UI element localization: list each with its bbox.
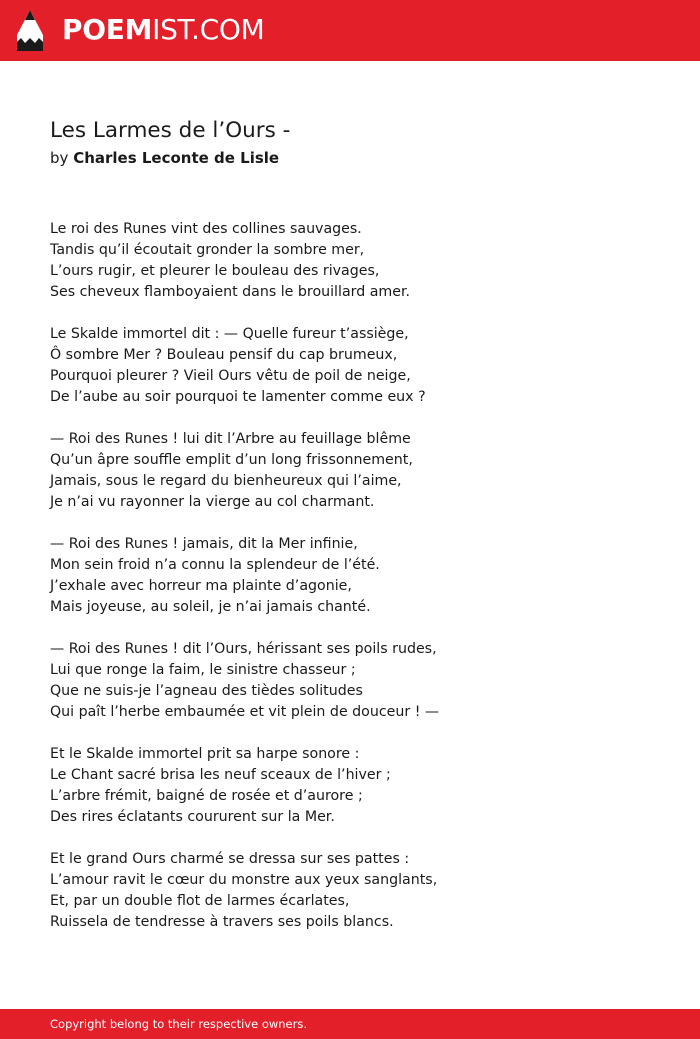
poem-line: — Roi des Runes ! jamais, dit la Mer infinie, bbox=[50, 536, 358, 552]
poem-line: J’exhale avec horreur ma plainte d’agonie, bbox=[50, 578, 352, 594]
poem-line: Le roi des Runes vint des collines sauvages. bbox=[50, 221, 362, 237]
poem-line: Lui que ronge la faim, le sinistre chasseur ; bbox=[50, 662, 356, 678]
stanza bbox=[50, 324, 650, 408]
stanza bbox=[50, 744, 650, 828]
author-name: Charles Leconte de Lisle bbox=[73, 149, 280, 167]
poem-line: — Roi des Runes ! dit l’Ours, hérissant ses poils rudes, bbox=[50, 641, 437, 657]
copyright-notice: Copyright belong to their respective owners. bbox=[50, 1017, 308, 1031]
poem-line: Mon sein froid n’a connu la splendeur de l’été. bbox=[50, 557, 380, 573]
brand-light: IST.COM bbox=[152, 13, 265, 46]
poem-line: Pourquoi pleurer ? Vieil Ours vêtu de poil de neige, bbox=[50, 368, 411, 384]
poem-line: Mais joyeuse, au soleil, je n’ai jamais chanté. bbox=[50, 599, 371, 615]
poem-line: Des rires éclatants coururent sur la Mer. bbox=[50, 809, 335, 825]
poem-line: Et, par un double flot de larmes écarlates, bbox=[50, 893, 350, 909]
poem-line: L’ours rugir, et pleurer le bouleau des rivages, bbox=[50, 263, 380, 279]
poem-line: De l’aube au soir pourquoi te lamenter comme eux ? bbox=[50, 389, 426, 405]
poem-line: Ruissela de tendresse à travers ses poils blancs. bbox=[50, 914, 394, 930]
stanza bbox=[50, 219, 650, 303]
poem-line: Le Chant sacré brisa les neuf sceaux de l’hiver ; bbox=[50, 767, 391, 783]
poem-line: Et le Skalde immortel prit sa harpe sonore : bbox=[50, 746, 360, 762]
by-label: by bbox=[50, 149, 69, 167]
poem-line: Et le grand Ours charmé se dressa sur ses pattes : bbox=[50, 851, 410, 867]
top-bar bbox=[0, 0, 700, 61]
poem-line: Qui paît l’herbe embaumée et vit plein de douceur ! — bbox=[50, 704, 440, 720]
poem-line: Ô sombre Mer ? Bouleau pensif du cap brumeux, bbox=[50, 347, 398, 363]
stanza bbox=[50, 534, 650, 618]
byline bbox=[50, 148, 279, 168]
poem-line: — Roi des Runes ! lui dit l’Arbre au feuillage blême bbox=[50, 431, 411, 447]
stanza bbox=[50, 639, 650, 723]
stanza bbox=[50, 429, 650, 513]
poem-line: Ses cheveux flamboyaient dans le brouillard amer. bbox=[50, 284, 411, 300]
poem-line: L’amour ravit le cœur du monstre aux yeux sanglants, bbox=[50, 872, 438, 888]
poem-line: Je n’ai vu rayonner la vierge au col charmant. bbox=[50, 494, 375, 510]
site-logo-text[interactable] bbox=[62, 12, 265, 48]
footer-bar bbox=[0, 1009, 700, 1039]
poem-body bbox=[50, 219, 650, 954]
poem-line: Jamais, sous le regard du bienheureux qui l’aime, bbox=[50, 473, 402, 489]
stanza bbox=[50, 849, 650, 933]
poem-line: Le Skalde immortel dit : — Quelle fureur t’assiège, bbox=[50, 326, 409, 342]
poem-line: Qu’un âpre souffle emplit d’un long frissonnement, bbox=[50, 452, 413, 468]
brand-bold: POEM bbox=[62, 13, 153, 46]
pencil-tip-icon[interactable] bbox=[16, 9, 44, 52]
poem-line: Tandis qu’il écoutait gronder la sombre mer, bbox=[50, 242, 365, 258]
poem-line: L’arbre frémit, baigné de rosée et d’aurore ; bbox=[50, 788, 363, 804]
poem-title: Les Larmes de l’Ours - bbox=[50, 118, 291, 143]
poem-line: Que ne suis-je l’agneau des tièdes solitudes bbox=[50, 683, 363, 699]
